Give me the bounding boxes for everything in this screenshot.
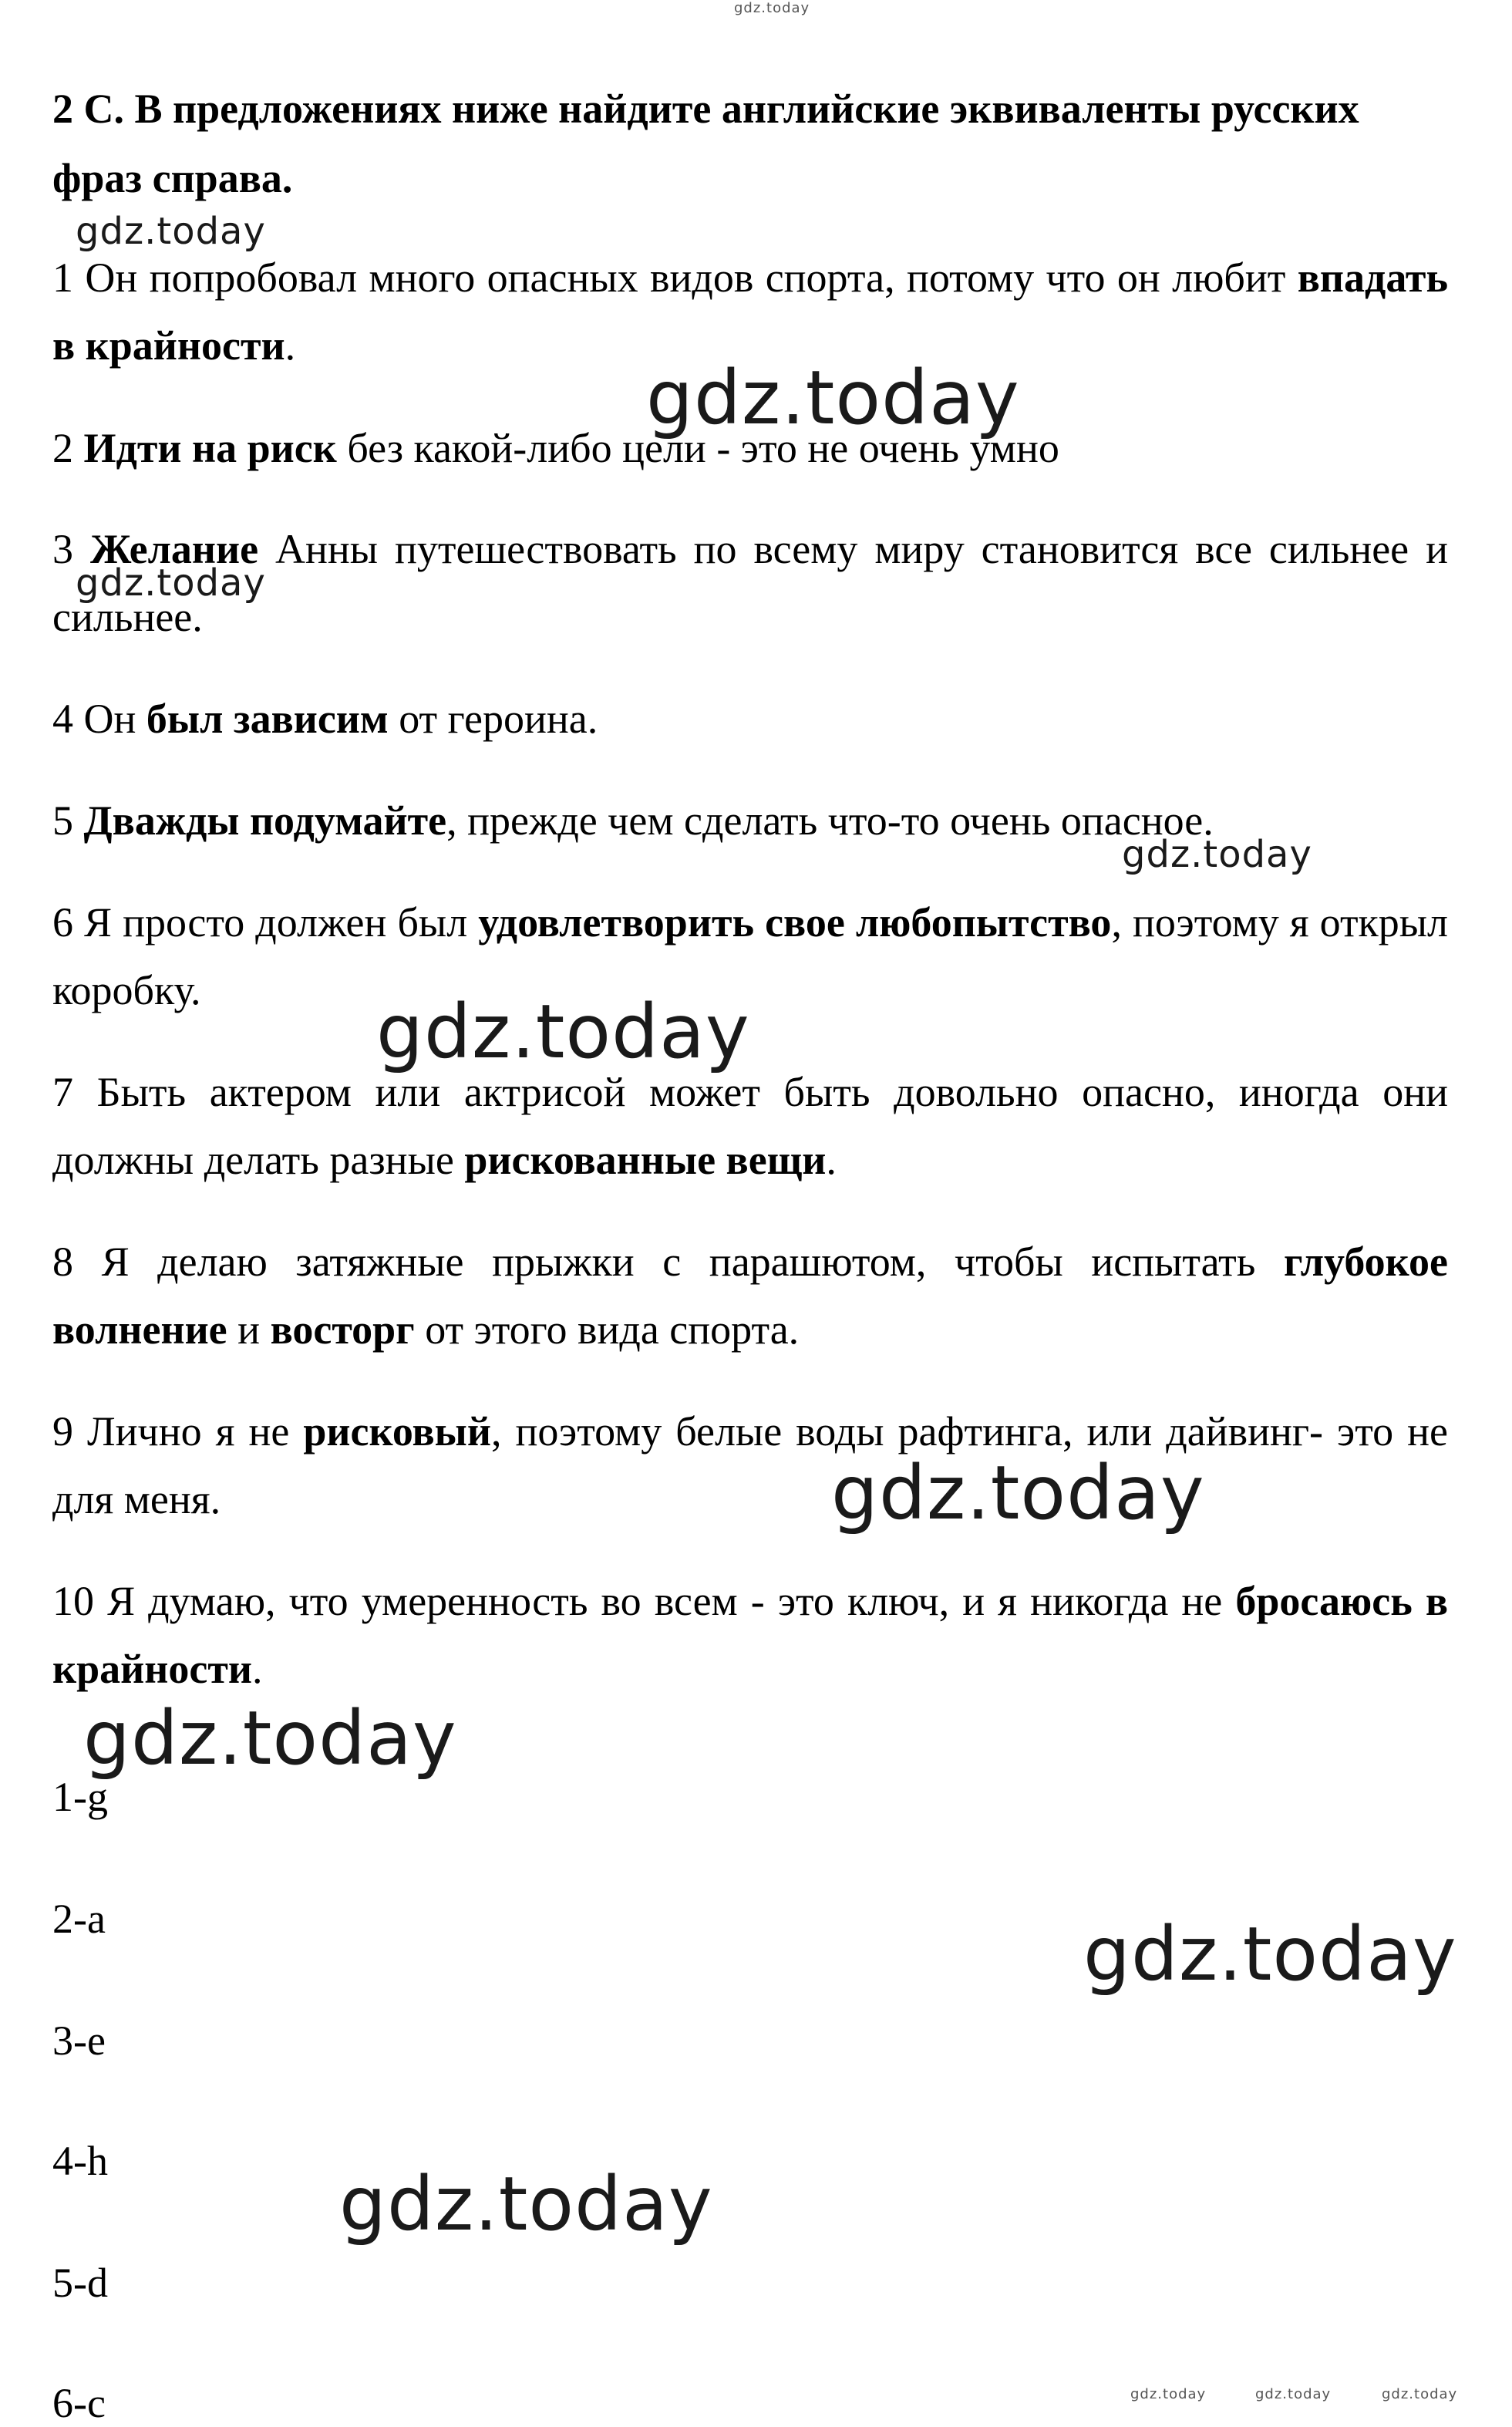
watermark-bottom: gdz.today <box>1130 2386 1207 2402</box>
answer-item: 6-c <box>52 2380 106 2426</box>
sentence-text: и <box>227 1306 271 1353</box>
watermark-bottom: gdz.today <box>1382 2386 1458 2402</box>
sentence-number: 6 <box>52 899 73 946</box>
sentence-number: 2 <box>52 425 73 471</box>
answer-item: 4-h <box>52 2138 108 2184</box>
sentence-text: Я делаю затяжные прыжки с парашютом, чтобы испытать <box>101 1239 1284 1285</box>
answer-item: 5-d <box>52 2260 108 2306</box>
watermark-top: gdz.today <box>734 0 810 16</box>
sentence-text: Анны путешествовать по всему миру становится все сильнее и сильнее. <box>52 526 1448 640</box>
sentence-text: Лично я не <box>87 1408 304 1455</box>
sentence-number: 1 <box>52 254 73 301</box>
watermark: gdz.today <box>1122 833 1312 876</box>
sentence-number: 8 <box>52 1239 73 1285</box>
sentence-text: Быть актером или актрисой может быть довольно опасно, иногда они должны делать разные <box>52 1069 1449 1183</box>
sentence-key-phrase: впадать в крайности <box>52 254 1449 369</box>
sentence-text: , прежде чем сделать что-то очень опасное. <box>446 797 1214 844</box>
sentence-4 <box>52 685 1448 753</box>
sentence-2 <box>52 414 1448 482</box>
sentence-key-phrase: рисковый <box>303 1408 491 1455</box>
sentence-7 <box>52 1058 1448 1194</box>
sentence-number: 10 <box>52 1578 94 1624</box>
watermark: gdz.today <box>76 210 266 253</box>
sentence-key-phrase: был зависим <box>146 696 389 742</box>
sentence-text: Он попробовал много опасных видов спорта, потому что он любит <box>85 254 1298 301</box>
sentence-text: Он <box>83 696 146 742</box>
watermark-bottom: gdz.today <box>1255 2386 1332 2402</box>
sentence-key-phrase: бросаюсь в крайности <box>52 1578 1448 1692</box>
sentence-text: . <box>285 322 296 369</box>
watermark: gdz.today <box>1083 1911 1457 1997</box>
sentence-number: 3 <box>52 526 73 572</box>
sentence-key-phrase: удовлетворить свое любопытство <box>478 899 1112 946</box>
sentence-text: , поэтому белые воды рафтинга, или дайвинг- это не для меня. <box>52 1408 1448 1522</box>
sentence-key-phrase: рискованные вещи <box>464 1137 827 1183</box>
sentence-text: без какой-либо цели - это не очень умно <box>336 425 1059 471</box>
watermark: gdz.today <box>376 989 750 1075</box>
sentence-9 <box>52 1397 1448 1533</box>
sentence-text: от этого вида спорта. <box>414 1306 800 1353</box>
answer-item: 2-a <box>52 1896 106 1942</box>
watermark: gdz.today <box>76 561 266 605</box>
watermark: gdz.today <box>339 2161 713 2247</box>
sentence-text: , поэтому я открыл коробку. <box>52 899 1449 1013</box>
watermark: gdz.today <box>83 1695 457 1781</box>
sentence-key-phrase: Дважды подумайте <box>83 797 447 844</box>
sentence-number: 9 <box>52 1408 73 1455</box>
watermark: gdz.today <box>646 355 1020 441</box>
sentence-key-phrase: глубокое волнение <box>52 1239 1449 1353</box>
answer-item: 3-e <box>52 2017 106 2064</box>
task-heading: 2 С. В предложениях ниже найдите английские эквиваленты русских фраз справа. <box>52 86 1359 201</box>
sentence-10 <box>52 1567 1448 1703</box>
answer-item: 1-g <box>52 1774 108 1820</box>
sentence-number: 7 <box>52 1069 73 1115</box>
sentence-6 <box>52 888 1448 1024</box>
sentence-8 <box>52 1228 1448 1364</box>
sentence-number: 5 <box>52 797 73 844</box>
sentence-text: . <box>826 1137 837 1183</box>
sentence-text: Я думаю, что умеренность во всем - это ключ, и я никогда не <box>107 1578 1236 1624</box>
sentence-text: Я просто должен был <box>84 899 479 946</box>
sentence-key-phrase: Желание <box>89 526 259 572</box>
watermark: gdz.today <box>831 1450 1205 1536</box>
sentence-number: 4 <box>52 696 73 742</box>
sentence-key-phrase: Идти на риск <box>83 425 337 471</box>
sentence-key-phrase: восторг <box>270 1306 415 1353</box>
sentence-text: от героина. <box>388 696 598 742</box>
sentence-text: . <box>251 1646 263 1692</box>
